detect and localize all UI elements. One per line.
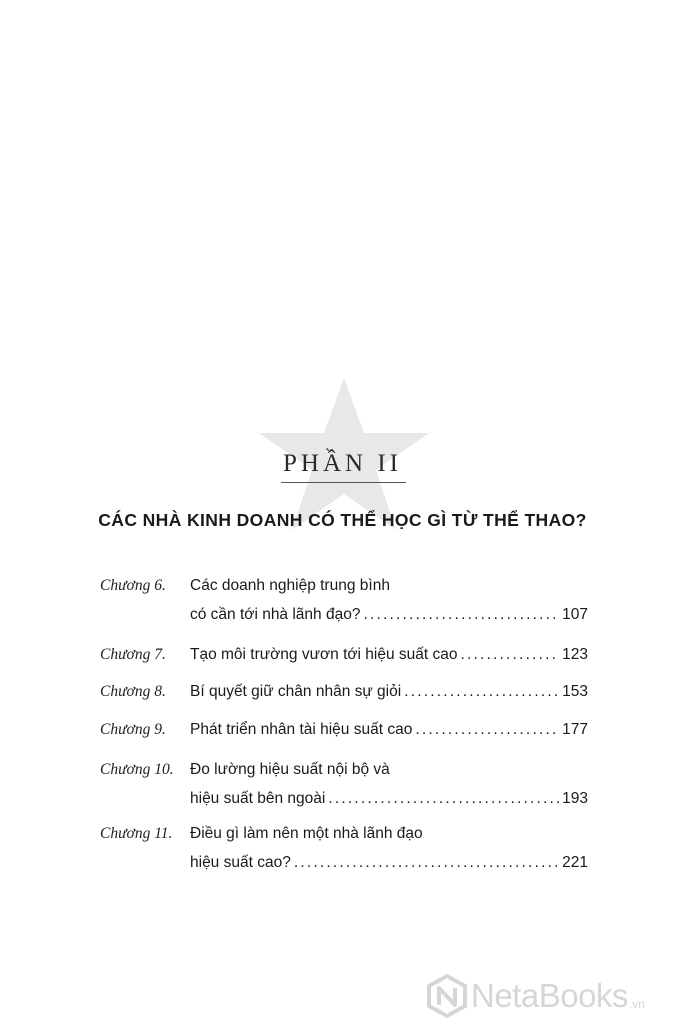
chapter-title-continued: có cần tới nhà lãnh đạo? xyxy=(190,606,361,623)
toc-entry[interactable] xyxy=(100,574,588,598)
page-number: 221 xyxy=(562,854,588,871)
chapter-title-continued: hiệu suất bên ngoài xyxy=(190,790,326,807)
toc-entry[interactable] xyxy=(100,718,588,742)
chapter-title-continued: hiệu suất cao? xyxy=(190,854,291,871)
chapter-label: Chương 7. xyxy=(100,646,166,663)
part-title: PHẦN II xyxy=(283,450,402,477)
watermark xyxy=(427,974,645,1018)
dot-leader xyxy=(461,643,560,667)
chapter-label: Chương 11. xyxy=(100,825,173,842)
toc-entry-continuation[interactable] xyxy=(100,851,588,875)
chapter-title: Bí quyết giữ chân nhân sự giỏi xyxy=(190,683,402,700)
netabooks-logo-icon xyxy=(427,974,467,1018)
page-number: 193 xyxy=(562,790,588,807)
dot-leader xyxy=(415,718,559,742)
dot-leader xyxy=(294,851,559,875)
chapter-title: Điều gì làm nên một nhà lãnh đạo xyxy=(190,825,423,842)
dot-leader xyxy=(363,603,559,627)
page-number: 153 xyxy=(562,683,588,700)
toc-entry-continuation[interactable] xyxy=(100,603,588,627)
chapter-label: Chương 9. xyxy=(100,721,166,738)
toc-entry[interactable] xyxy=(100,680,588,704)
section-heading: CÁC NHÀ KINH DOANH CÓ THỂ HỌC GÌ TỪ THỂ THAO? xyxy=(98,510,587,530)
chapter-title: Tạo môi trường vươn tới hiệu suất cao xyxy=(190,646,458,663)
toc-entry[interactable] xyxy=(100,643,588,667)
part-title-divider xyxy=(281,482,406,483)
chapter-label: Chương 6. xyxy=(100,577,166,594)
chapter-title: Phát triển nhân tài hiệu suất cao xyxy=(190,721,413,738)
chapter-title: Các doanh nghiệp trung bình xyxy=(190,577,390,594)
toc-entry[interactable] xyxy=(100,822,588,846)
page-number: 123 xyxy=(562,646,588,663)
chapter-label: Chương 8. xyxy=(100,683,166,700)
chapter-label: Chương 10. xyxy=(100,761,174,778)
dot-leader xyxy=(328,787,559,811)
watermark-suffix: .vn xyxy=(628,997,645,1011)
watermark-brand: NetaBooks xyxy=(471,977,628,1014)
dot-leader xyxy=(404,680,559,704)
chapter-title: Đo lường hiệu suất nội bộ và xyxy=(190,761,390,778)
page-number: 177 xyxy=(562,721,588,738)
toc-entry-continuation[interactable] xyxy=(100,787,588,811)
page-number: 107 xyxy=(562,606,588,623)
toc-entry[interactable] xyxy=(100,758,588,782)
